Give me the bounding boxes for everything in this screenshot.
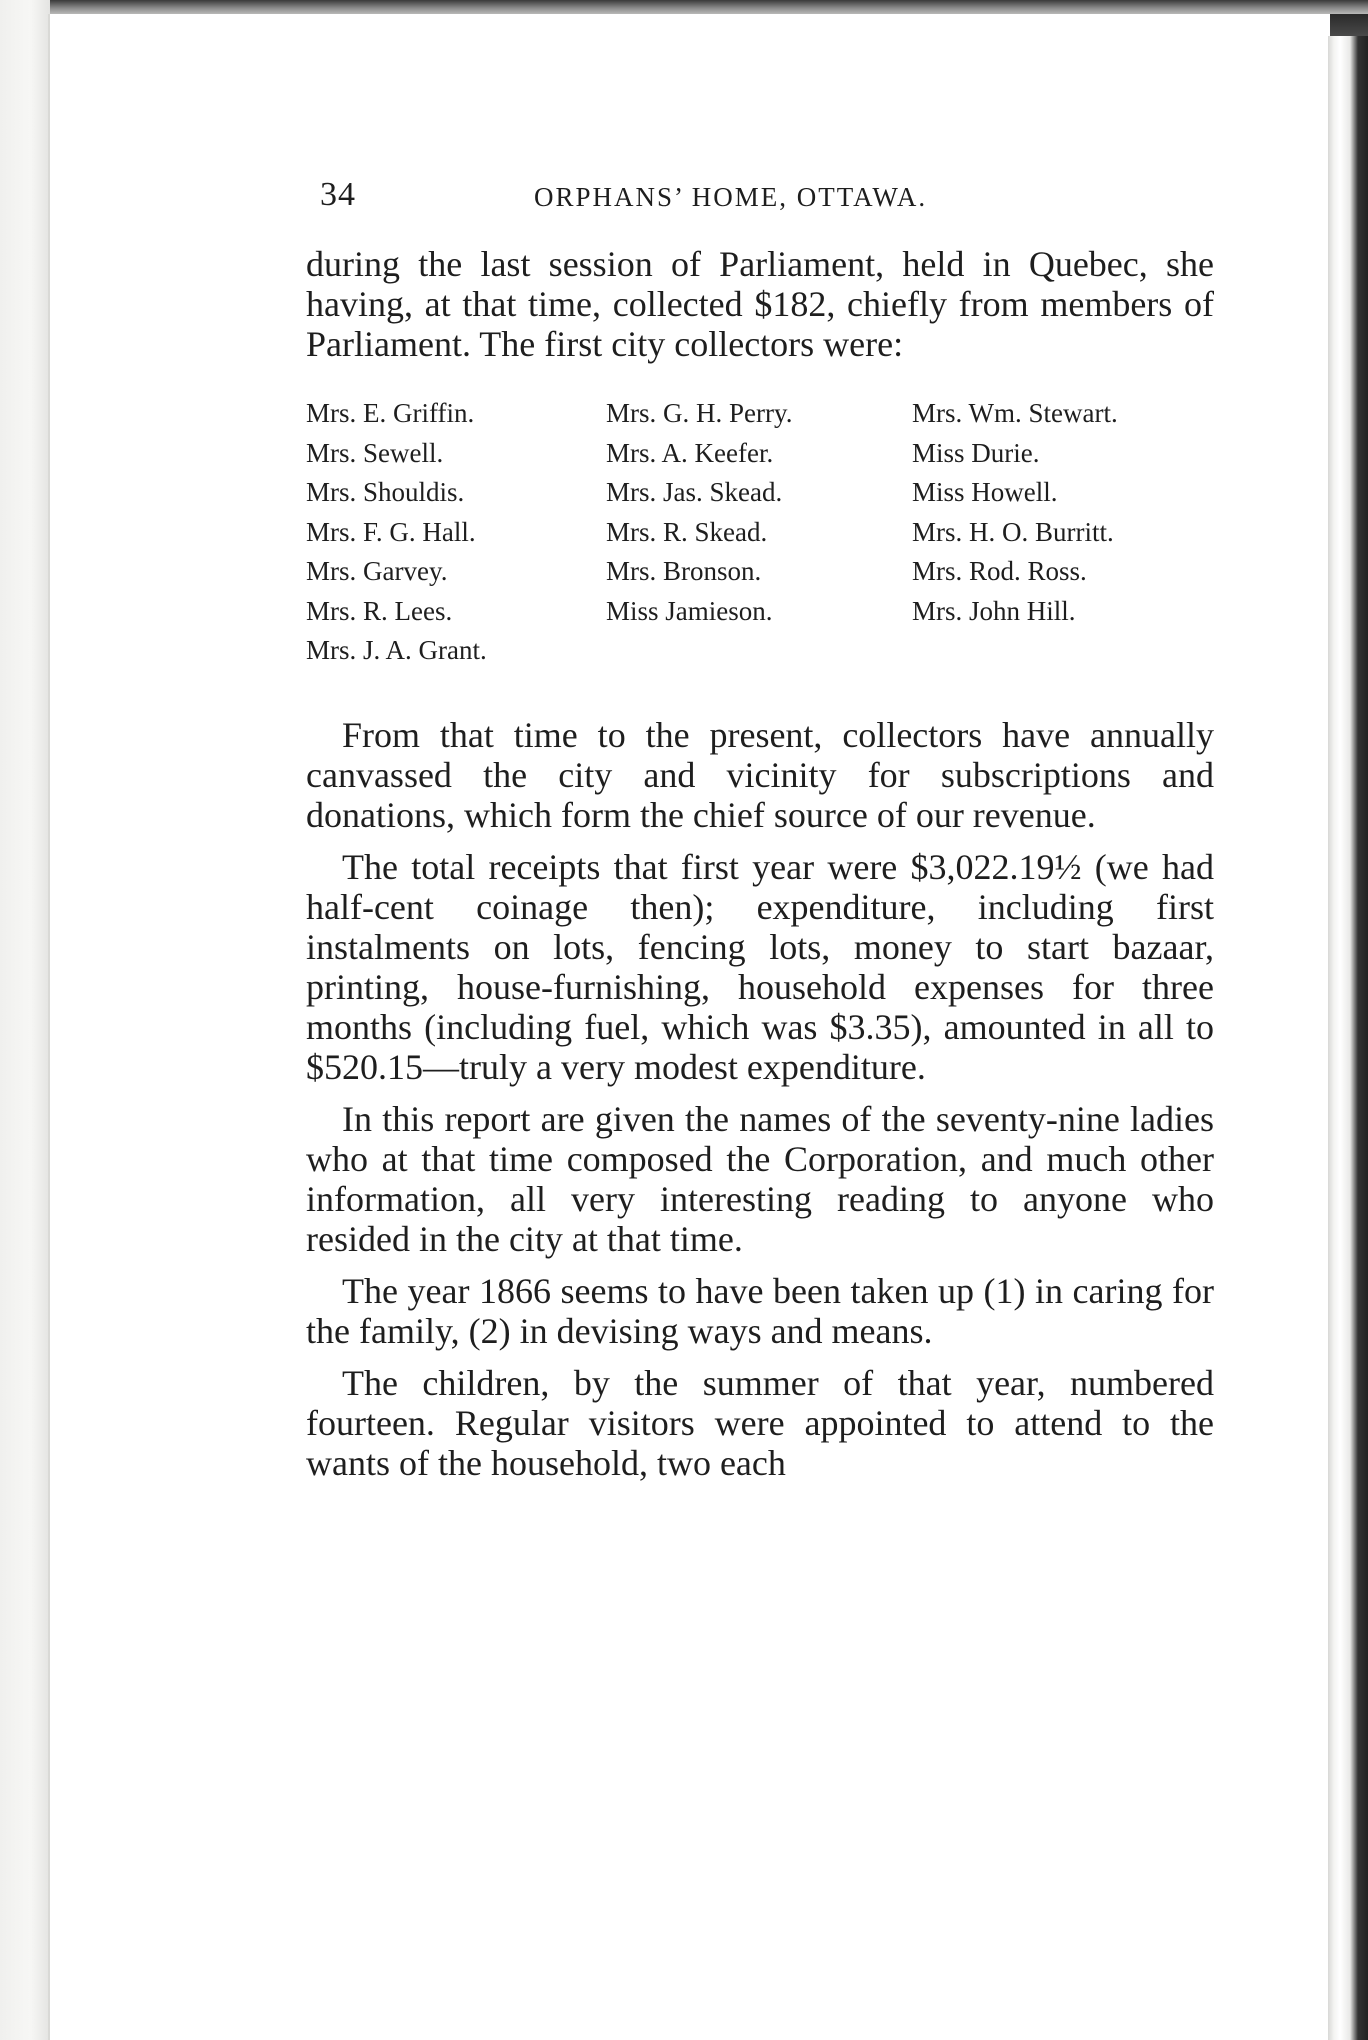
collector-name: Mrs. F. G. Hall.: [306, 516, 476, 547]
collector-name: Mrs. H. O. Burritt.: [912, 516, 1114, 547]
collector-name: Mrs. G. H. Perry.: [606, 398, 793, 428]
collector-name: Miss Durie.: [912, 437, 1040, 468]
collector-name: Mrs. Wm. Stewart.: [912, 398, 1118, 428]
running-head: [306, 170, 1214, 226]
book-spine: [1328, 36, 1368, 2040]
page-number: 34: [320, 176, 356, 213]
collector-name: Mrs. R. Skead.: [606, 516, 768, 547]
collector-name: Mrs. John Hill.: [912, 595, 1076, 626]
paragraph: The total receipts that first year were $3,022.19½ (we had half-cent coinage then); expenditure, including first instalments on lots, fencing lots, money to start bazaar, printing, house-furnishing, household expenses for three months (including fuel, which was $3.35), amounted in all to $520.15—truly a very modest expenditure.: [306, 846, 1214, 1087]
collector-name: Mrs. Shouldis.: [306, 477, 465, 507]
collector-name: Mrs. Sewell.: [306, 437, 444, 468]
collector-name: Mrs. R. Lees.: [306, 595, 453, 626]
paragraph: The year 1866 seems to have been taken up (1) in caring for the family, (2) in devising ways and means.: [306, 1270, 1214, 1351]
page-content: [306, 170, 1214, 1483]
collectors-list: [306, 394, 1214, 671]
left-margin-edge: [0, 0, 50, 2040]
collectors-column-2: [606, 394, 912, 671]
paragraph: In this report are given the names of the seventy-nine ladies who at that time composed the Corporation, and much other information, all very interesting reading to anyone who resided in the city at that time.: [306, 1098, 1214, 1259]
collector-name: Mrs. Rod. Ross.: [912, 556, 1087, 586]
collector-name: Mrs. J. A. Grant.: [306, 635, 487, 665]
paragraph: The children, by the summer of that year, numbered fourteen. Regular visitors were appointed to attend to the wants of the household, two each: [306, 1362, 1214, 1483]
collectors-column-3: [912, 394, 1212, 671]
collector-name: Mrs. A. Keefer.: [606, 437, 774, 468]
collectors-column-1: [306, 394, 606, 671]
collector-name: Mrs. Garvey.: [306, 556, 448, 586]
page-header-title: ORPHANS’ HOME, OTTAWA.: [534, 182, 928, 212]
paragraph-continued: during the last session of Parliament, held in Quebec, she having, at that time, collected $182, chiefly from members of Parliament. The first city collectors were:: [306, 244, 1214, 364]
collector-name: Mrs. Jas. Skead.: [606, 477, 783, 507]
collector-name: Miss Jamieson.: [606, 595, 773, 626]
paragraph: From that time to the present, collectors have annually canvassed the city and vicinity for subscriptions and donations, which form the chief source of our revenue.: [306, 714, 1214, 835]
collector-name: Mrs. Bronson.: [606, 556, 762, 586]
collector-name: Mrs. E. Griffin.: [306, 398, 475, 428]
collector-name: Miss Howell.: [912, 477, 1058, 507]
